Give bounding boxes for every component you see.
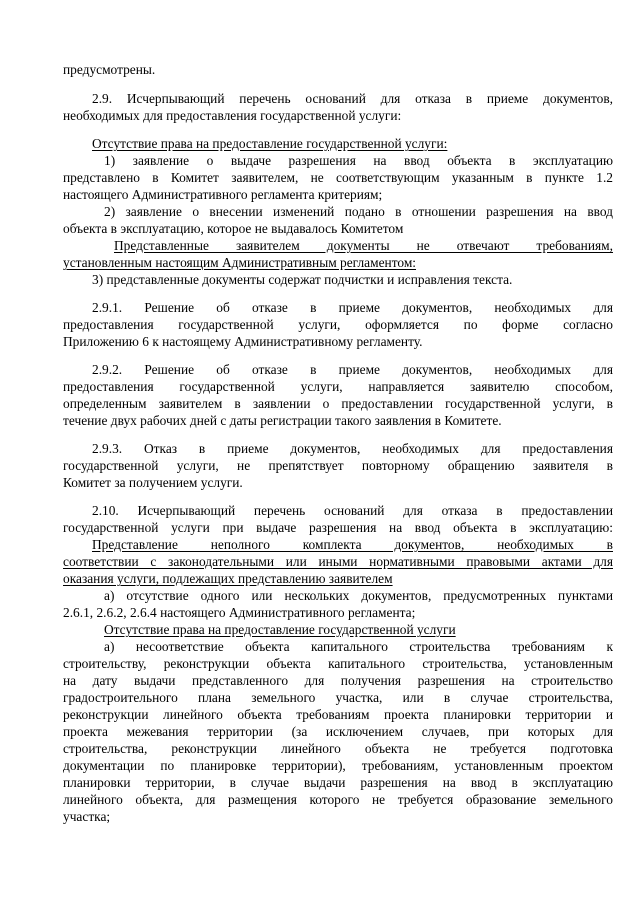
text-line: градостроительного плана земельного участка, или в случае строительства, (63, 690, 613, 705)
underlined-subheading: установленным настоящим Административным регламентом: (63, 255, 417, 270)
text-line: государственной услуги, не препятствует повторному обращению заявителя в (63, 458, 613, 473)
text-line: предоставления государственной услуги, направляется заявителю способом, (63, 379, 613, 394)
list-item: а) несоответствие объекта капитального строительства требованиям к (104, 639, 613, 654)
list-item: 2) заявление о внесении изменений подано в отношении разрешения на ввод (104, 204, 613, 219)
underlined-subheading: Отсутствие права на предоставление государственной услуги (104, 622, 456, 637)
list-item: 1) заявление о выдаче разрешения на ввод объекта в эксплуатацию (104, 153, 613, 168)
text-line: течение двух рабочих дней с даты регистрации такого заявления в Комитете. (63, 413, 502, 428)
text-line: планировки территории, в случае выдачи разрешения на ввод в эксплуатацию (63, 775, 613, 790)
text-line: предоставления государственной услуги, оформляется по форме согласно (63, 317, 613, 332)
text-line: документации по планировке территории), требованиям, установленным проектом (63, 758, 613, 773)
text-line: необходимых для предоставления государственной услуги: (63, 108, 402, 123)
underlined-subheading: Представление неполного комплекта документов, необходимых в (92, 537, 613, 552)
text-line: представлено в Комитет заявителем, не соответствующим указанным в пункте 1.2 (63, 170, 613, 185)
paragraph-2-10-heading: 2.10. Исчерпывающий перечень оснований для отказа в предоставлении (92, 503, 613, 518)
text-line: строительству, реконструкции объекта капитального строительства, установленным (63, 656, 613, 671)
text-line: определенным заявителем в заявлении о предоставлении государственной услуги, в (63, 396, 613, 411)
text-line: реконструкции линейного объекта требованиям проекта планировки территории и (63, 707, 613, 722)
underlined-subheading: Представленные заявителем документы не отвечают требованиям, (114, 238, 613, 253)
text-line: Приложению 6 к настоящему Административному регламенту. (63, 334, 423, 349)
underlined-subheading: соответствии с законодательными или иными нормативными правовыми актами для (63, 554, 613, 569)
text-line: настоящего Административного регламента критериям; (63, 187, 383, 202)
text-line: объекта в эксплуатацию, которое не выдавалось Комитетом (63, 221, 404, 236)
text-line: предусмотрены. (63, 62, 156, 77)
text-line: государственной услуги при выдаче разрешения на ввод объекта в эксплуатацию: (63, 520, 613, 535)
underlined-subheading: оказания услуги, подлежащих представлению заявителем (63, 571, 393, 586)
text-line: 2.6.1, 2.6.2, 2.6.4 настоящего Административного регламента; (63, 605, 416, 620)
paragraph-2-9-3: 2.9.3. Отказ в приеме документов, необходимых для предоставления (92, 441, 613, 456)
text-line: на дату выдачи представленного для получения разрешения на строительство (63, 673, 613, 688)
text-line: проекта межевания территории (за исключением случаев, при которых для (63, 724, 613, 739)
text-line: строительства, реконструкции линейного объекта не требуется подготовка (63, 741, 613, 756)
paragraph-2-9-heading: 2.9. Исчерпывающий перечень оснований для отказа в приеме документов, (92, 91, 613, 106)
text-line: линейного объекта, для размещения которого не требуется образование земельного (63, 792, 613, 807)
underlined-subheading: Отсутствие права на предоставление государственной услуги: (92, 136, 448, 151)
text-line: Комитет за получением услуги. (63, 475, 243, 490)
paragraph-2-9-2: 2.9.2. Решение об отказе в приеме документов, необходимых для (92, 362, 613, 377)
list-item: а) отсутствие одного или нескольких документов, предусмотренных пунктами (104, 588, 613, 603)
list-item: 3) представленные документы содержат подчистки и исправления текста. (92, 272, 513, 287)
text-line: участка; (63, 809, 111, 824)
paragraph-2-9-1: 2.9.1. Решение об отказе в приеме документов, необходимых для (92, 300, 613, 315)
